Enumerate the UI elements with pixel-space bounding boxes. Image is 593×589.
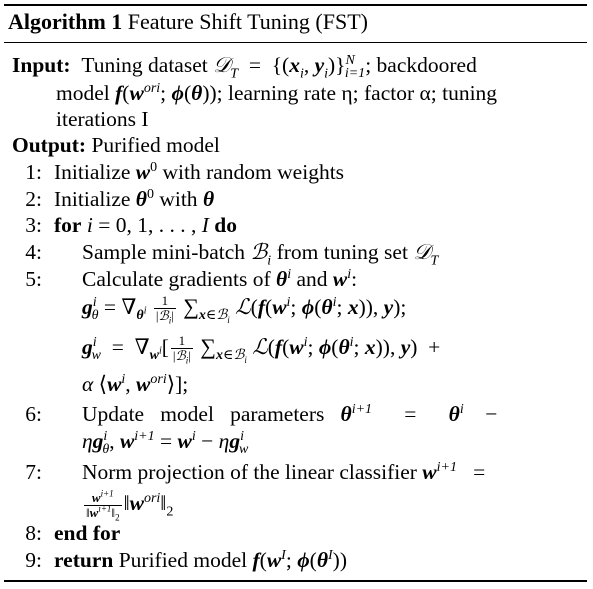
step-1-tail: with random weights [162, 160, 345, 184]
step-7: Norm projection of the linear classifier $w^{i+1}$ = [82, 459, 486, 484]
input-line-2: model $f(w^{ori}$; ϕ(θ)); learning rate η; factor α; tuning [56, 80, 498, 105]
step-5-mid: and [296, 267, 328, 291]
mid-rule [4, 42, 587, 43]
step-1-num: 1: [25, 160, 42, 184]
step-7-num: 7: [25, 460, 42, 484]
step-6-text: Update model parameters [82, 402, 325, 426]
step-3-for: for [54, 213, 82, 237]
step-5-text: Calculate gradients of [82, 267, 271, 291]
step-9-num: 9: [25, 548, 42, 572]
output-label: Output: [12, 133, 87, 157]
step-5-eq3: α $⟨w^i$, $w^{ori}⟩$]; [82, 371, 189, 396]
step-5: Calculate gradients of $\theta^i$ and $w^i$: [82, 266, 358, 291]
input-text-1: Tuning dataset 𝒟$_T$ = {($x_i$, $y_i)\}^N_{i=1}$ [75, 52, 366, 82]
algorithm-name: Feature Shift Tuning (FST) [127, 9, 368, 34]
input-line-1 [12, 52, 477, 82]
step-4-num: 4: [25, 240, 42, 264]
output-text: Purified model [91, 133, 220, 157]
step-3-do: do [214, 213, 237, 237]
step-9: return Purified model $f(w^I$; $\phi(\theta^I)$) [54, 547, 347, 572]
step-2-num: 2: [25, 187, 42, 211]
input-line3: iterations I [56, 107, 149, 131]
step-8-endfor: end for [54, 521, 121, 545]
input-line-3 [56, 106, 149, 132]
algorithm-title [8, 8, 368, 36]
step-3-num: 3: [25, 213, 42, 237]
step-9-return: return [54, 548, 114, 572]
step-8 [54, 520, 120, 546]
top-rule [4, 4, 587, 6]
step-7-eq: $\frac{w^{i+1}}{‖w^{i+1}‖_2}$ $‖w^{ori}‖_2$ [86, 488, 174, 523]
step-1: Initialize $w^0$ with random weights [54, 159, 345, 184]
step-5-eq2: $g^i_w = \nabla_{w^i}$[ $\frac{1}{|ℬ_i|}$ $\sum_{x\in ℬ_i}$ $ℒ(f(w^i$; $\phi(\theta^i$; x)), y) + [82, 333, 441, 366]
step-7-text: Norm projection of the linear classifier [82, 460, 417, 484]
step-4: Sample mini-batch ℬ$_i$ from tuning set 𝒟$_T$ [82, 240, 439, 269]
input-line2-b: ; learning rate η; factor α; tuning [216, 81, 498, 105]
algorithm-label: Algorithm 1 [8, 9, 123, 34]
step-3: for i = 0, 1, . . . , I do [54, 213, 237, 237]
step-4-mid: from tuning set [276, 240, 408, 264]
step-2-tail: with [159, 187, 198, 211]
input-label: Input: [12, 53, 71, 77]
step-6-eq: $\eta g^i_\theta$, $w^{i+1} = w^i - \eta g^i_w$ [82, 428, 249, 458]
step-2: Initialize $\theta^0$ with θ [54, 186, 215, 211]
input-text-2: ; backdoored [365, 53, 477, 77]
input-line2-a: model [56, 81, 116, 105]
step-8-num: 8: [25, 521, 42, 545]
step-6: Update model parameters $\theta^{i+1}$ = $\theta^i$ − [82, 401, 498, 426]
step-4-text: Sample mini-batch [82, 240, 246, 264]
algorithm-box [4, 4, 587, 584]
step-5-eq1: $g^i_\theta = \nabla_{\theta^i}$ $\frac{1}{|ℬ_i|}$ $\sum_{x\in ℬ_i}$ $ℒ(f(w^i$; $\phi(\theta^i$; x)), y); [82, 293, 407, 326]
output-line [12, 132, 220, 158]
step-2-text: Initialize [54, 187, 131, 211]
step-6-num: 6: [25, 402, 42, 426]
bottom-rule [4, 580, 587, 582]
step-9-text: Purified model [118, 548, 248, 572]
step-1-text: Initialize [54, 160, 131, 184]
step-5-num: 5: [25, 267, 42, 291]
